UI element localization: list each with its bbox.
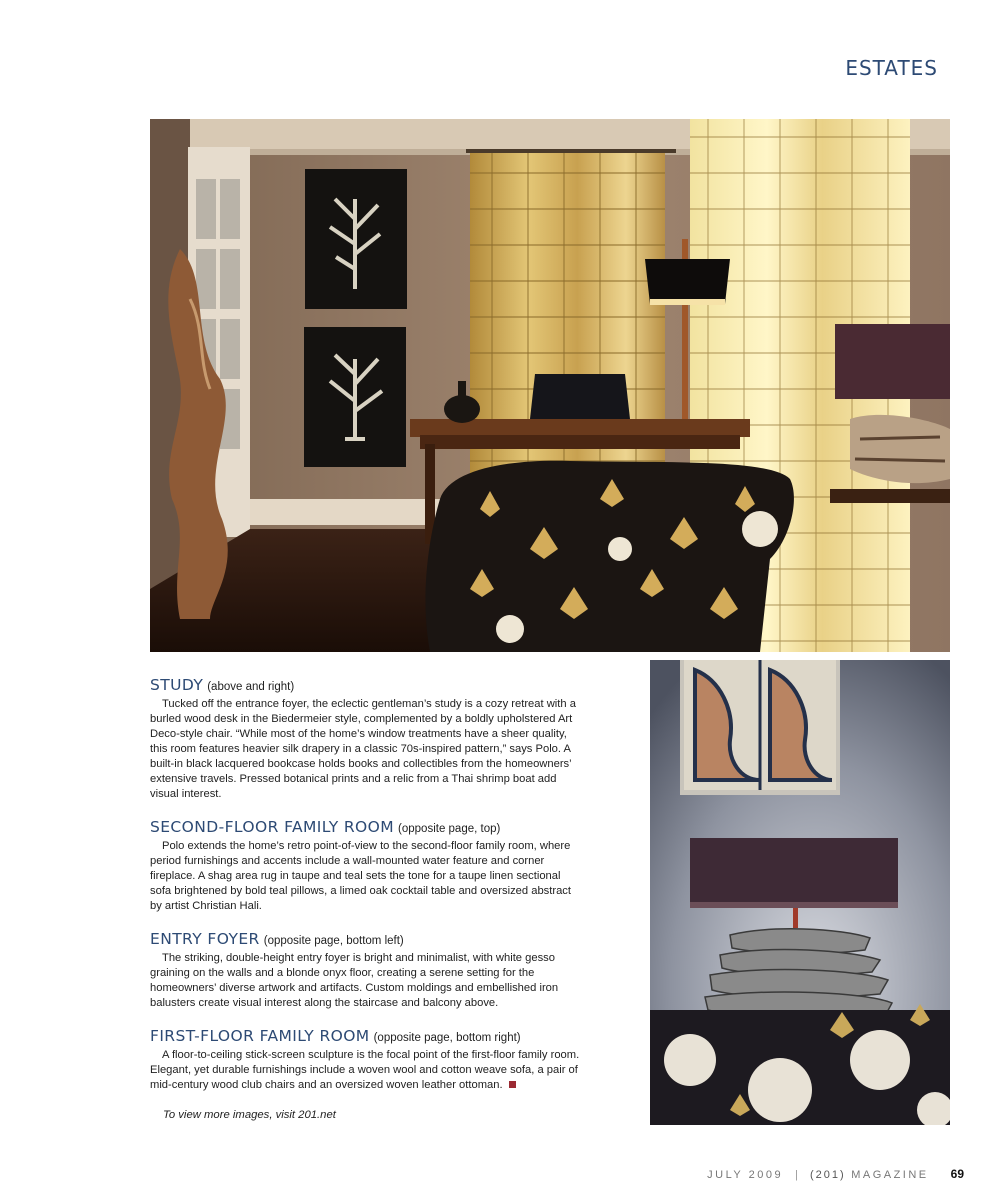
section-label: ESTATES xyxy=(845,56,938,80)
footer-date: JULY 2009 xyxy=(707,1169,784,1181)
entry-title: SECOND-FLOOR FAMILY ROOM xyxy=(150,818,395,836)
bookcase-lamp-photo xyxy=(650,660,950,1125)
entry-ref: (opposite page, bottom right) xyxy=(373,1032,521,1044)
entry-ref: (opposite page, bottom left) xyxy=(263,935,404,947)
footer-separator: | xyxy=(795,1169,798,1181)
entry-title: STUDY xyxy=(150,676,204,694)
entry-entry-foyer xyxy=(150,930,580,1011)
entry-body-text: A floor-to-ceiling stick-screen sculpture is the focal point of the first-floor family room. Elegant, yet durable furnishings include a woven wool and cotton weave sofa, a pair of mid-century wood club chairs and an oversized woven leather ottoman. xyxy=(150,1049,580,1091)
entry-ref: (opposite page, top) xyxy=(398,823,501,835)
entry-second-floor-family-room xyxy=(150,818,580,914)
article-text xyxy=(150,676,580,1121)
entry-first-floor-family-room xyxy=(150,1027,580,1093)
end-mark-icon xyxy=(509,1081,516,1088)
footer-magazine-number: (201) xyxy=(809,1169,846,1181)
entry-title: FIRST-FLOOR FAMILY ROOM xyxy=(150,1027,370,1045)
entry-body: Tucked off the entrance foyer, the eclectic gentleman’s study is a cozy retreat with a burled wood desk in the Biedermeier style, complemented by a boldly upholstered Art Deco-style chair. “While most of the home’s window treatments have a sheer quality, this room features heavier silk drapery in a classic 70s-inspired pattern,” says Polo. A built-in black lacquered bookcase holds books and collectibles from the homeowners’ extensive travels. Pressed botanical prints and a relic from a Thai shrimp boat add visual interest. xyxy=(150,698,576,800)
entry-body xyxy=(150,1048,580,1093)
page-number: 69 xyxy=(950,1167,964,1181)
entry-ref: (above and right) xyxy=(207,681,295,693)
study-room-photo xyxy=(150,119,950,652)
footer-magazine-word: MAGAZINE xyxy=(851,1169,929,1181)
entry-body: Polo extends the home’s retro point-of-view to the second-floor family room, where period furnishings and accents include a wall-mounted water feature and corner fireplace. A shag area rug in taupe and teal sets the tone for a taupe linen sectional sofa brightened by bold teal pillows, a limed oak cocktail table and oversized abstract by artist Christian Hali. xyxy=(150,840,572,912)
entry-title: ENTRY FOYER xyxy=(150,930,260,948)
more-images-link[interactable]: To view more images, visit 201.net xyxy=(163,1109,336,1121)
entry-body: The striking, double-height entry foyer is bright and minimalist, with white gesso graining on the walls and a blonde onyx floor, creating a serene setting for the homeowners’ diverse artwork and artifacts. Custom moldings and embellished iron balusters create visual interest along the staircase and balcony above. xyxy=(150,952,559,1009)
page-footer xyxy=(707,1167,964,1181)
entry-study xyxy=(150,676,580,802)
